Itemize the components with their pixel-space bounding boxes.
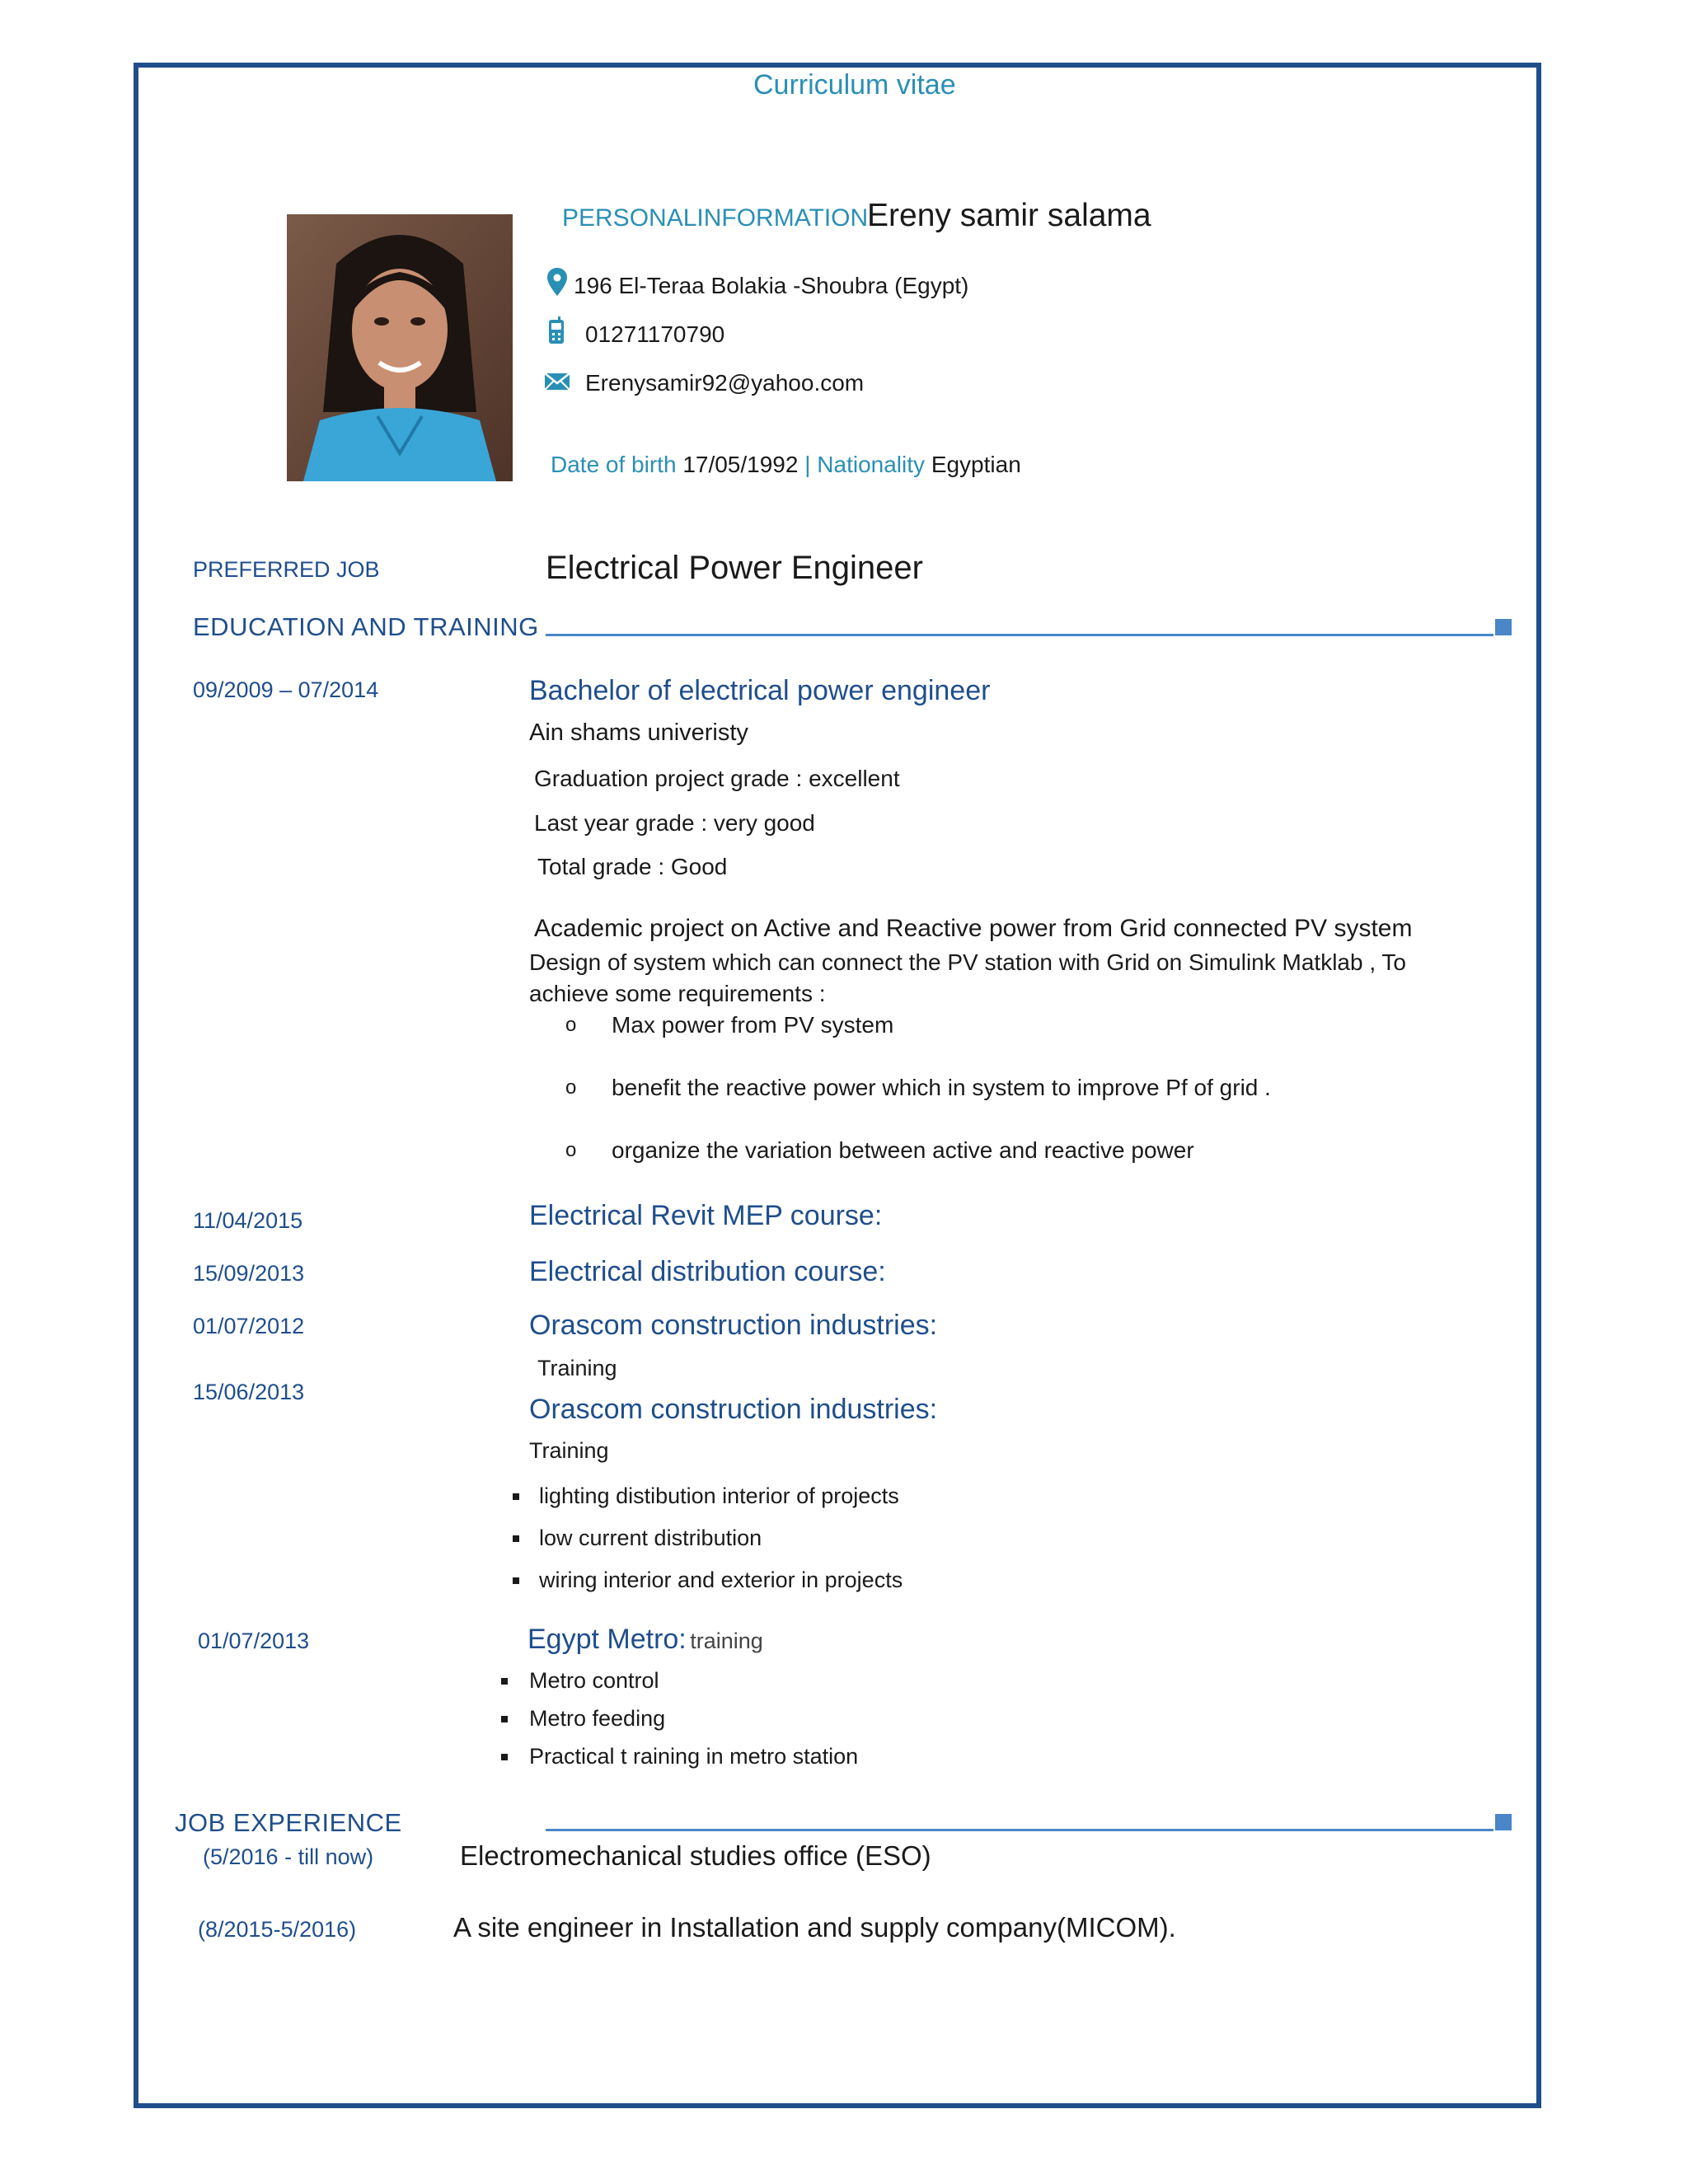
grade-value: : excellent (795, 766, 900, 791)
grade-value: : very good (701, 810, 815, 836)
list-bullet: o (565, 1014, 577, 1036)
square-bullet (513, 1535, 519, 1542)
separator: | (804, 452, 811, 477)
personal-info-label: PERSONALINFORMATION (562, 204, 869, 232)
training-title: Orascom construction industries: (529, 1394, 938, 1425)
training-subtitle: Training (537, 1356, 617, 1380)
training-date: 01/07/2012 (193, 1314, 305, 1338)
full-name: Ereny samir salama (867, 198, 1151, 233)
map-pin-icon (547, 268, 567, 300)
training-subtitle: Training (529, 1438, 609, 1463)
square-bullet (513, 1577, 519, 1584)
phone-number: 01271170790 (585, 321, 725, 347)
profile-photo (287, 214, 513, 481)
grade-last-year (534, 810, 815, 837)
training-item: wiring interior and exterior in projects (539, 1568, 903, 1592)
training-item: lighting distibution interior of projects (539, 1483, 899, 1508)
grade-total (537, 854, 727, 880)
email: Erenysamir92@yahoo.com (585, 370, 865, 396)
nationality-label: Nationality (817, 452, 926, 477)
phone-icon (548, 316, 565, 349)
dob-label: Date of birth (551, 452, 677, 477)
grade-value: : Good (658, 854, 728, 879)
section-divider-end (1495, 619, 1512, 635)
square-bullet (501, 1754, 508, 1760)
training-subtitle: training (690, 1629, 763, 1653)
course-title: Electrical distribution course: (529, 1256, 886, 1287)
course-date: 11/04/2015 (193, 1208, 303, 1233)
job-date: (5/2016 - till now) (203, 1844, 374, 1869)
dob-value: 17/05/1992 (682, 452, 799, 477)
requirement-item: Max power from PV system (612, 1012, 894, 1038)
job-title: Electromechanical studies office (ESO) (460, 1840, 931, 1871)
training-item: Metro feeding (529, 1706, 666, 1731)
training-title: Egypt Metro: (528, 1624, 687, 1655)
section-divider (546, 634, 1493, 636)
grade-label: Last year grade (534, 810, 695, 836)
project-title: Academic project on Active and Reactive power from Grid connected PV system (534, 915, 1413, 942)
course-title: Electrical Revit MEP course: (529, 1200, 883, 1231)
list-bullet: o (565, 1139, 577, 1161)
section-divider-end (1495, 1814, 1512, 1830)
course-date: 15/09/2013 (193, 1261, 305, 1286)
nationality-value: Egyptian (931, 452, 1021, 477)
document-title: Curriculum vitae (753, 69, 956, 101)
envelope-icon (544, 373, 570, 395)
training-item: low current distribution (539, 1526, 762, 1550)
requirement-item: benefit the reactive power which in system to improve Pf of grid . (612, 1075, 1271, 1100)
degree-date: 09/2009 – 07/2014 (193, 677, 379, 702)
degree-title: Bachelor of electrical power engineer (529, 675, 991, 706)
section-divider (546, 1829, 1493, 1831)
education-section-label: EDUCATION AND TRAINING (193, 612, 539, 641)
experience-section-label: JOB EXPERIENCE (175, 1808, 402, 1837)
preferred-job-label: PREFERRED JOB (193, 557, 380, 582)
job-title: A site engineer in Installation and supply company(MICOM). (453, 1912, 1176, 1943)
grade-label: Graduation project grade (534, 766, 790, 791)
university: Ain shams univeristy (529, 719, 748, 746)
project-description-line-1: Design of system which can connect the PV station with Grid on Simulink Matklab , To (529, 949, 1406, 975)
square-bullet (501, 1678, 508, 1685)
training-date: 15/06/2013 (193, 1380, 305, 1404)
project-description-line-2: achieve some requirements : (529, 981, 826, 1006)
address: 196 El-Teraa Bolakia -Shoubra (Egypt) (574, 273, 969, 298)
square-bullet (501, 1716, 508, 1722)
grade-graduation (534, 766, 900, 792)
metro-heading (528, 1624, 763, 1656)
training-title: Orascom construction industries: (529, 1310, 938, 1341)
training-item: Practical t raining in metro station (529, 1744, 859, 1769)
grade-label: Total grade (537, 854, 652, 879)
square-bullet (513, 1493, 519, 1500)
dob-line (551, 452, 1021, 478)
preferred-job-value: Electrical Power Engineer (546, 550, 923, 586)
job-date: (8/2015-5/2016) (198, 1917, 357, 1942)
list-bullet: o (565, 1076, 577, 1099)
training-item: Metro control (529, 1668, 659, 1693)
training-date: 01/07/2013 (198, 1629, 310, 1653)
requirement-item: organize the variation between active and reactive power (612, 1137, 1194, 1163)
